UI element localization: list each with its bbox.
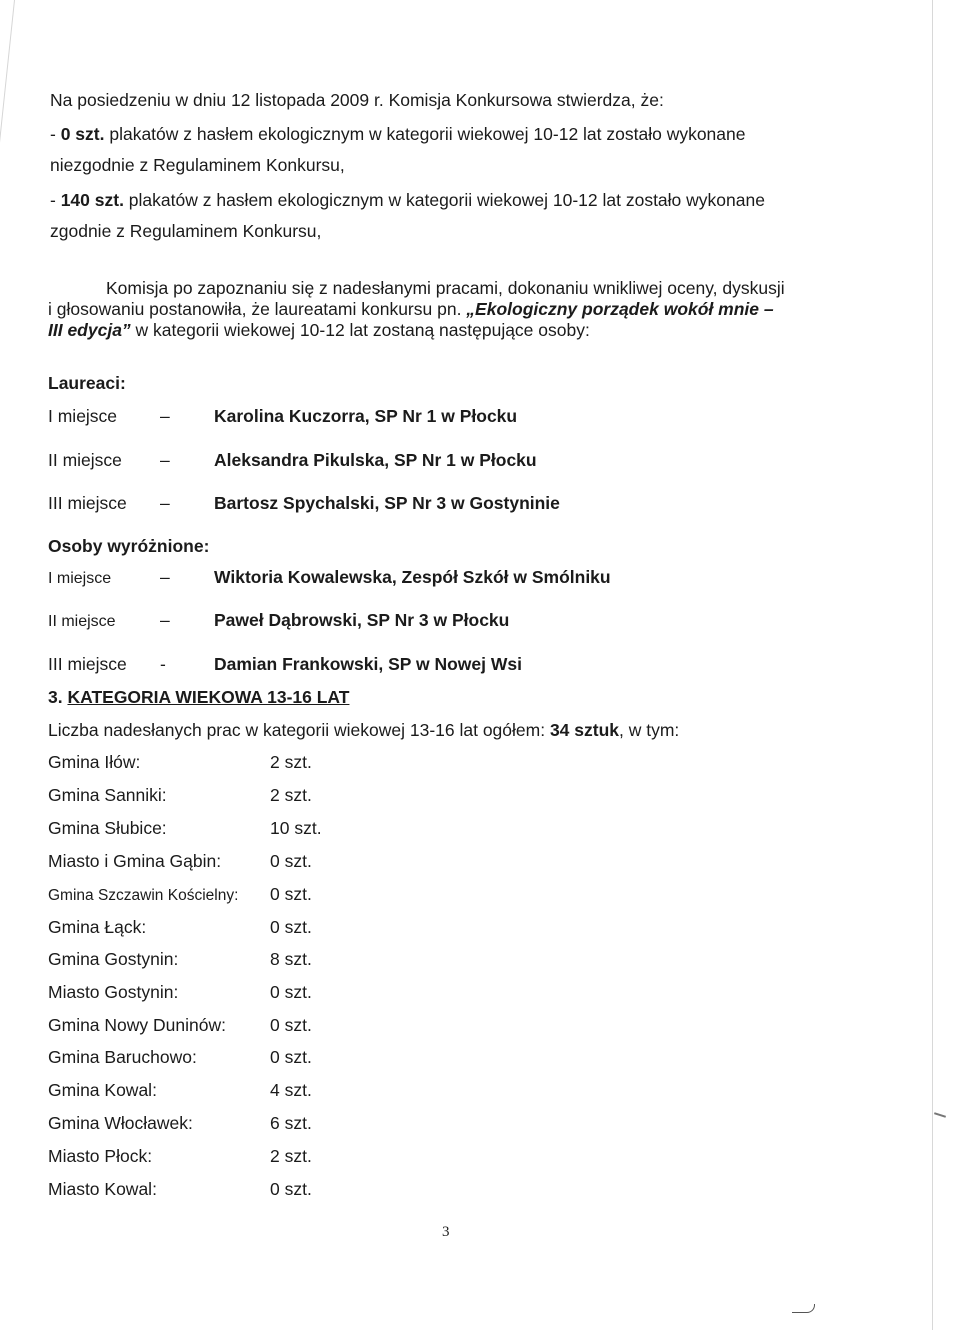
section-3-summary: [48, 720, 679, 740]
distinction-name: Wiktoria Kowalewska, Zespół Szkół w Smólniku: [214, 567, 611, 587]
gmina-row: [48, 1047, 312, 1067]
laureate-row: [48, 450, 537, 470]
gmina-row: [48, 752, 312, 772]
gmina-count: 6 szt.: [270, 1113, 312, 1133]
dash: –: [160, 493, 170, 513]
item-count: 0 szt.: [60, 124, 105, 144]
decision-text: w kategorii wiekowej 10-12 lat zostaną następujące osoby:: [130, 320, 590, 340]
gmina-name: Miasto Płock:: [48, 1146, 153, 1166]
laureate-name: Aleksandra Pikulska, SP Nr 1 w Płocku: [214, 450, 537, 470]
gmina-name: Miasto i Gmina Gąbin:: [48, 851, 222, 871]
gmina-row: [48, 785, 312, 805]
gmina-name: Gmina Szczawin Kościelny:: [48, 887, 239, 904]
intro-item-2: [50, 190, 765, 210]
scan-scribble: [792, 1304, 815, 1313]
dash: –: [160, 610, 170, 630]
contest-title-edition: III edycja”: [48, 320, 131, 340]
laureate-name: Bartosz Spychalski, SP Nr 3 w Gostyninie: [214, 493, 560, 513]
laureate-row: [48, 493, 560, 513]
dash: –: [160, 406, 170, 426]
decision-line-1: Komisja po zapoznaniu się z nadesłanymi pracami, dokonaniu wnikliwej oceny, dyskusji: [106, 278, 785, 298]
gmina-name: Gmina Sanniki:: [48, 785, 167, 805]
gmina-count: 0 szt.: [270, 884, 312, 904]
scan-right-edge: [932, 0, 933, 1330]
gmina-row: [48, 982, 312, 1002]
gmina-row: [48, 1113, 312, 1133]
summary-total: 34 sztuk: [549, 720, 619, 740]
scan-mark: [934, 1112, 946, 1118]
decision-line-2: [48, 299, 774, 319]
distinction-name: Damian Frankowski, SP w Nowej Wsi: [214, 654, 522, 674]
gmina-name: Gmina Łąck:: [48, 917, 147, 937]
gmina-row: [48, 949, 312, 969]
gmina-row: [48, 1146, 312, 1166]
item-text: plakatów z hasłem ekologicznym w kategorii wiekowej 10-12 lat zostało wykonane: [123, 190, 765, 210]
gmina-count: 2 szt.: [270, 752, 312, 772]
gmina-name: Miasto Gostynin:: [48, 982, 179, 1002]
item-prefix: -: [50, 124, 61, 144]
gmina-row: [48, 1080, 312, 1100]
item-prefix: -: [50, 190, 61, 210]
decision-line-3: [48, 320, 590, 340]
intro-item-1-cont: niezgodnie z Regulaminem Konkursu,: [50, 155, 345, 175]
gmina-count: 8 szt.: [270, 949, 312, 969]
summary-tail: , w tym:: [619, 720, 680, 740]
section-number: 3.: [48, 687, 63, 707]
distinction-row: [48, 567, 611, 589]
decision-text: i głosowaniu postanowiła, że laureatami konkursu pn.: [48, 299, 467, 319]
contest-title: „Ekologiczny porządek wokół mnie –: [466, 299, 774, 319]
intro-item-2-cont: zgodnie z Regulaminem Konkursu,: [50, 221, 322, 241]
intro-item-1: [50, 124, 746, 144]
gmina-name: Gmina Włocławek:: [48, 1113, 193, 1133]
gmina-name: Gmina Słubice:: [48, 818, 167, 838]
gmina-count: 2 szt.: [270, 1146, 312, 1166]
place-label: III miejsce: [48, 493, 127, 513]
laureate-name: Karolina Kuczorra, SP Nr 1 w Płocku: [214, 406, 518, 426]
summary-text: Liczba nadesłanych prac w kategorii wiekowej 13-16 lat ogółem:: [48, 720, 550, 740]
gmina-count: 0 szt.: [270, 917, 312, 937]
intro-line: Na posiedzeniu w dniu 12 listopada 2009 r. Komisja Konkursowa stwierdza, że:: [50, 90, 664, 110]
section-3-heading: [48, 687, 349, 707]
gmina-count: 0 szt.: [270, 851, 312, 871]
place-label: III miejsce: [48, 654, 127, 674]
gmina-row: [48, 1179, 312, 1199]
item-text: plakatów z hasłem ekologicznym w kategorii wiekowej 10-12 lat zostało wykonane: [104, 124, 746, 144]
distinction-row: [48, 610, 509, 632]
distinction-row: [48, 654, 522, 674]
gmina-name: Gmina Nowy Duninów:: [48, 1015, 226, 1035]
place-label: I miejsce: [48, 406, 118, 426]
laureate-row: [48, 406, 517, 426]
distinctions-heading: Osoby wyróżnione:: [48, 536, 210, 556]
dash: -: [160, 654, 166, 674]
gmina-row: [48, 1015, 312, 1035]
gmina-row: [48, 917, 312, 937]
gmina-count: 4 szt.: [270, 1080, 312, 1100]
page-number: 3: [442, 1224, 450, 1240]
place-label: II miejsce: [48, 450, 122, 470]
dash: –: [160, 450, 170, 470]
section-title: KATEGORIA WIEKOWA 13-16 LAT: [67, 687, 350, 707]
gmina-row: [48, 884, 312, 906]
gmina-row: [48, 818, 322, 838]
gmina-name: Gmina Iłów:: [48, 752, 141, 772]
gmina-count: 2 szt.: [270, 785, 312, 805]
item-count: 140 szt.: [60, 190, 124, 210]
gmina-name: Gmina Gostynin:: [48, 949, 179, 969]
gmina-name: Miasto Kowal:: [48, 1179, 157, 1199]
gmina-count: 0 szt.: [270, 1047, 312, 1067]
distinction-name: Paweł Dąbrowski, SP Nr 3 w Płocku: [214, 610, 510, 630]
gmina-name: Gmina Baruchowo:: [48, 1047, 197, 1067]
gmina-count: 0 szt.: [270, 1015, 312, 1035]
place-label: I miejsce: [48, 570, 112, 587]
place-label: II miejsce: [48, 613, 116, 630]
laureates-heading: Laureaci:: [48, 373, 126, 393]
gmina-name: Gmina Kowal:: [48, 1080, 157, 1100]
gmina-count: 0 szt.: [270, 1179, 312, 1199]
scan-edge-mark: [0, 0, 15, 150]
gmina-row: [48, 851, 312, 871]
dash: –: [160, 567, 170, 587]
gmina-count: 10 szt.: [270, 818, 322, 838]
gmina-count: 0 szt.: [270, 982, 312, 1002]
